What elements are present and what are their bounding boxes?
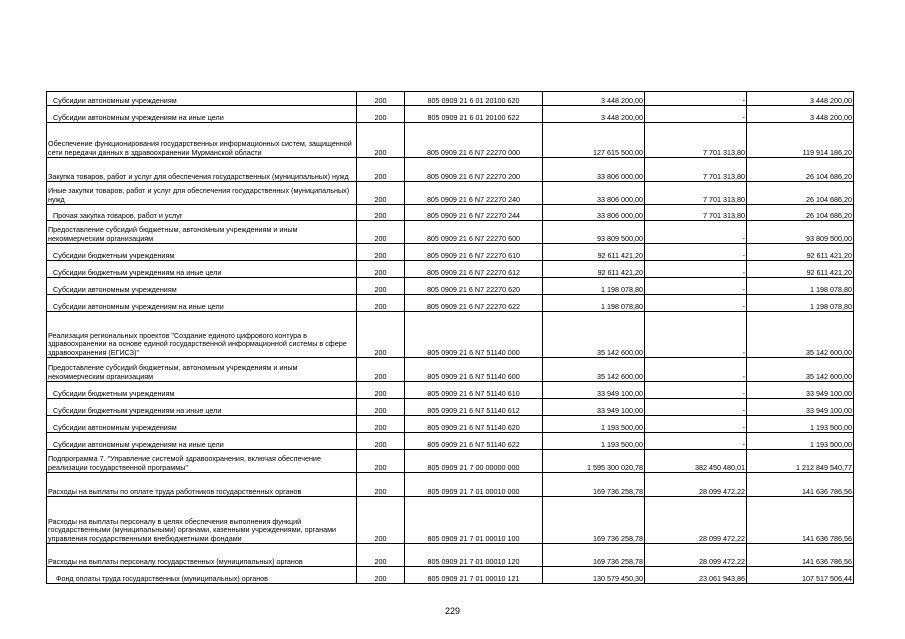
admin-code-cell: 200 [357, 567, 405, 584]
expense-name-cell: Расходы на выплаты персоналу в целях обеспечения выполнения функций государственными (муниципальными) органами, казенными учреждениями, органами управления государственными внебюджетными фондами [47, 497, 357, 544]
admin-code-cell: 200 [357, 205, 405, 221]
approved-budget-cell: 33 806 000,00 [543, 158, 645, 182]
approved-budget-cell: 93 809 500,00 [543, 221, 645, 244]
approved-budget-cell: 169 736 258,78 [543, 544, 645, 567]
table-row [47, 92, 854, 106]
table-row [47, 433, 854, 450]
table-row [47, 278, 854, 295]
budget-classification-code-cell: 805 0909 21 7 01 00010 100 [405, 497, 543, 544]
unexecuted-amount-cell: 1 198 078,80 [747, 295, 854, 312]
unexecuted-amount-cell: 92 611 421,20 [747, 261, 854, 278]
budget-classification-code-cell: 805 0909 21 6 N7 51140 000 [405, 312, 543, 358]
executed-amount-cell: - [645, 278, 747, 295]
unexecuted-amount-cell: 141 636 786,56 [747, 473, 854, 497]
expense-name-cell: Субсидии бюджетным учреждениям [47, 382, 357, 399]
unexecuted-amount-cell: 93 809 500,00 [747, 221, 854, 244]
expense-name-cell: Предоставление субсидий бюджетным, автономным учреждениям и иным некоммерческим организациям [47, 358, 357, 382]
budget-classification-code-cell: 805 0909 21 6 01 20100 622 [405, 106, 543, 123]
unexecuted-amount-cell: 26 104 686,20 [747, 182, 854, 205]
executed-amount-cell: - [645, 261, 747, 278]
approved-budget-cell: 130 579 450,30 [543, 567, 645, 584]
approved-budget-cell: 92 611 421,20 [543, 261, 645, 278]
admin-code-cell: 200 [357, 221, 405, 244]
unexecuted-amount-cell: 119 914 186,20 [747, 123, 854, 158]
approved-budget-cell: 1 595 300 020,78 [543, 450, 645, 473]
table-row [47, 358, 854, 382]
admin-code-cell: 200 [357, 433, 405, 450]
approved-budget-cell: 3 448 200,00 [543, 92, 645, 106]
budget-classification-code-cell: 805 0909 21 6 N7 22270 244 [405, 205, 543, 221]
expense-name-cell: Субсидии автономным учреждениям [47, 416, 357, 433]
executed-amount-cell: - [645, 92, 747, 106]
unexecuted-amount-cell: 1 193 500,00 [747, 433, 854, 450]
page-number: 229 [444, 606, 461, 616]
expense-name-cell: Прочая закупка товаров, работ и услуг [47, 205, 357, 221]
approved-budget-cell: 1 198 078,80 [543, 278, 645, 295]
unexecuted-amount-cell: 1 212 849 540,77 [747, 450, 854, 473]
budget-execution-table [46, 91, 854, 584]
budget-classification-code-cell: 805 0909 21 6 N7 22270 622 [405, 295, 543, 312]
unexecuted-amount-cell: 141 636 786,56 [747, 497, 854, 544]
table-row [47, 244, 854, 261]
unexecuted-amount-cell: 35 142 600,00 [747, 358, 854, 382]
approved-budget-cell: 169 736 258,78 [543, 473, 645, 497]
admin-code-cell: 200 [357, 278, 405, 295]
budget-classification-code-cell: 805 0909 21 6 N7 51140 620 [405, 416, 543, 433]
table-row [47, 295, 854, 312]
table-row [47, 544, 854, 567]
table-row [47, 399, 854, 416]
unexecuted-amount-cell: 3 448 200,00 [747, 106, 854, 123]
table-row [47, 182, 854, 205]
budget-classification-code-cell: 805 0909 21 6 N7 51140 600 [405, 358, 543, 382]
expense-name-cell: Субсидии автономным учреждениям на иные цели [47, 295, 357, 312]
expense-name-cell: Закупка товаров, работ и услуг для обеспечения государственных (муниципальных) нужд [47, 158, 357, 182]
approved-budget-cell: 3 448 200,00 [543, 106, 645, 123]
expense-name-cell: Субсидии автономным учреждениям [47, 92, 357, 106]
unexecuted-amount-cell: 107 517 506,44 [747, 567, 854, 584]
executed-amount-cell: - [645, 382, 747, 399]
budget-classification-code-cell: 805 0909 21 6 N7 22270 620 [405, 278, 543, 295]
admin-code-cell: 200 [357, 544, 405, 567]
approved-budget-cell: 1 193 500,00 [543, 433, 645, 450]
table-row [47, 205, 854, 221]
expense-name-cell: Субсидии бюджетным учреждениям на иные цели [47, 261, 357, 278]
executed-amount-cell: - [645, 399, 747, 416]
unexecuted-amount-cell: 26 104 686,20 [747, 158, 854, 182]
unexecuted-amount-cell: 3 448 200,00 [747, 92, 854, 106]
expense-name-cell: Расходы на выплаты по оплате труда работников государственных органов [47, 473, 357, 497]
approved-budget-cell: 35 142 600,00 [543, 358, 645, 382]
approved-budget-cell: 1 198 078,80 [543, 295, 645, 312]
budget-classification-code-cell: 805 0909 21 6 N7 51140 612 [405, 399, 543, 416]
expense-name-cell: Предоставление субсидий бюджетным, автономным учреждениям и иным некоммерческим организациям [47, 221, 357, 244]
table-row [47, 473, 854, 497]
admin-code-cell: 200 [357, 295, 405, 312]
expense-name-cell: Субсидии автономным учреждениям [47, 278, 357, 295]
admin-code-cell: 200 [357, 312, 405, 358]
approved-budget-cell: 35 142 600,00 [543, 312, 645, 358]
table-row [47, 261, 854, 278]
expense-name-cell: Иные закупки товаров, работ и услуг для обеспечения государственных (муниципальных) нужд [47, 182, 357, 205]
budget-classification-code-cell: 805 0909 21 6 N7 22270 200 [405, 158, 543, 182]
approved-budget-cell: 33 949 100,00 [543, 399, 645, 416]
table-body [47, 92, 854, 584]
table-row [47, 221, 854, 244]
admin-code-cell: 200 [357, 473, 405, 497]
table-row [47, 382, 854, 399]
admin-code-cell: 200 [357, 382, 405, 399]
admin-code-cell: 200 [357, 92, 405, 106]
unexecuted-amount-cell: 33 949 100,00 [747, 399, 854, 416]
executed-amount-cell: - [645, 106, 747, 123]
admin-code-cell: 200 [357, 182, 405, 205]
executed-amount-cell: - [645, 416, 747, 433]
executed-amount-cell: 7 701 313,80 [645, 205, 747, 221]
expense-name-cell: Субсидии автономным учреждениям на иные цели [47, 433, 357, 450]
admin-code-cell: 200 [357, 261, 405, 278]
executed-amount-cell: 28 099 472,22 [645, 473, 747, 497]
table-row [47, 158, 854, 182]
executed-amount-cell: - [645, 295, 747, 312]
admin-code-cell: 200 [357, 244, 405, 261]
budget-classification-code-cell: 805 0909 21 6 01 20100 620 [405, 92, 543, 106]
budget-classification-code-cell: 805 0909 21 6 N7 22270 612 [405, 261, 543, 278]
table-row [47, 123, 854, 158]
expense-name-cell: Расходы на выплаты персоналу государственных (муниципальных) органов [47, 544, 357, 567]
table-row [47, 106, 854, 123]
approved-budget-cell: 169 736 258,78 [543, 497, 645, 544]
table-row [47, 416, 854, 433]
budget-classification-code-cell: 805 0909 21 7 00 00000 000 [405, 450, 543, 473]
admin-code-cell: 200 [357, 399, 405, 416]
admin-code-cell: 200 [357, 106, 405, 123]
expense-name-cell: Обеспечение функционирования государственных информационных систем, защищенной сети передачи данных в здравоохранении Мурманской области [47, 123, 357, 158]
admin-code-cell: 200 [357, 450, 405, 473]
budget-classification-code-cell: 805 0909 21 6 N7 22270 600 [405, 221, 543, 244]
approved-budget-cell: 33 806 000,00 [543, 182, 645, 205]
budget-classification-code-cell: 805 0909 21 7 01 00010 120 [405, 544, 543, 567]
budget-classification-code-cell: 805 0909 21 6 N7 22270 000 [405, 123, 543, 158]
table-row [47, 567, 854, 584]
unexecuted-amount-cell: 92 611 421,20 [747, 244, 854, 261]
expense-name-cell: Субсидии бюджетным учреждениям [47, 244, 357, 261]
expense-name-cell: Подпрограмма 7. "Управление системой здравоохранения, включая обеспечение реализации государственной программы" [47, 450, 357, 473]
executed-amount-cell: - [645, 312, 747, 358]
budget-classification-code-cell: 805 0909 21 6 N7 22270 610 [405, 244, 543, 261]
admin-code-cell: 200 [357, 123, 405, 158]
executed-amount-cell: 382 450 480,01 [645, 450, 747, 473]
executed-amount-cell: 28 099 472,22 [645, 497, 747, 544]
budget-classification-code-cell: 805 0909 21 6 N7 22270 240 [405, 182, 543, 205]
budget-classification-code-cell: 805 0909 21 6 N7 51140 610 [405, 382, 543, 399]
expense-name-cell: Субсидии автономным учреждениям на иные цели [47, 106, 357, 123]
approved-budget-cell: 1 193 500,00 [543, 416, 645, 433]
executed-amount-cell: - [645, 358, 747, 382]
approved-budget-cell: 127 615 500,00 [543, 123, 645, 158]
table-row [47, 312, 854, 358]
executed-amount-cell: 23 061 943,86 [645, 567, 747, 584]
executed-amount-cell: 7 701 313,80 [645, 123, 747, 158]
unexecuted-amount-cell: 1 198 078,80 [747, 278, 854, 295]
executed-amount-cell: - [645, 221, 747, 244]
budget-classification-code-cell: 805 0909 21 7 01 00010 121 [405, 567, 543, 584]
expense-name-cell: Реализация региональных проектов "Создание единого цифрового контура в здравоохранении на основе единой государственной информационной системы в сфере здравоохранения (ЕГИСЗ)" [47, 312, 357, 358]
expense-name-cell: Фонд оплаты труда государственных (муниципальных) органов [47, 567, 357, 584]
table-row [47, 450, 854, 473]
approved-budget-cell: 33 949 100,00 [543, 382, 645, 399]
unexecuted-amount-cell: 26 104 686,20 [747, 205, 854, 221]
executed-amount-cell: 7 701 313,80 [645, 182, 747, 205]
executed-amount-cell: - [645, 433, 747, 450]
admin-code-cell: 200 [357, 416, 405, 433]
expense-name-cell: Субсидии бюджетным учреждениям на иные цели [47, 399, 357, 416]
unexecuted-amount-cell: 35 142 600,00 [747, 312, 854, 358]
admin-code-cell: 200 [357, 358, 405, 382]
executed-amount-cell: 28 099 472,22 [645, 544, 747, 567]
budget-classification-code-cell: 805 0909 21 7 01 00010 000 [405, 473, 543, 497]
admin-code-cell: 200 [357, 158, 405, 182]
executed-amount-cell: - [645, 244, 747, 261]
approved-budget-cell: 92 611 421,20 [543, 244, 645, 261]
admin-code-cell: 200 [357, 497, 405, 544]
unexecuted-amount-cell: 141 636 786,56 [747, 544, 854, 567]
budget-classification-code-cell: 805 0909 21 6 N7 51140 622 [405, 433, 543, 450]
approved-budget-cell: 33 806 000,00 [543, 205, 645, 221]
executed-amount-cell: 7 701 313,80 [645, 158, 747, 182]
unexecuted-amount-cell: 33 949 100,00 [747, 382, 854, 399]
table-row [47, 497, 854, 544]
unexecuted-amount-cell: 1 193 500,00 [747, 416, 854, 433]
